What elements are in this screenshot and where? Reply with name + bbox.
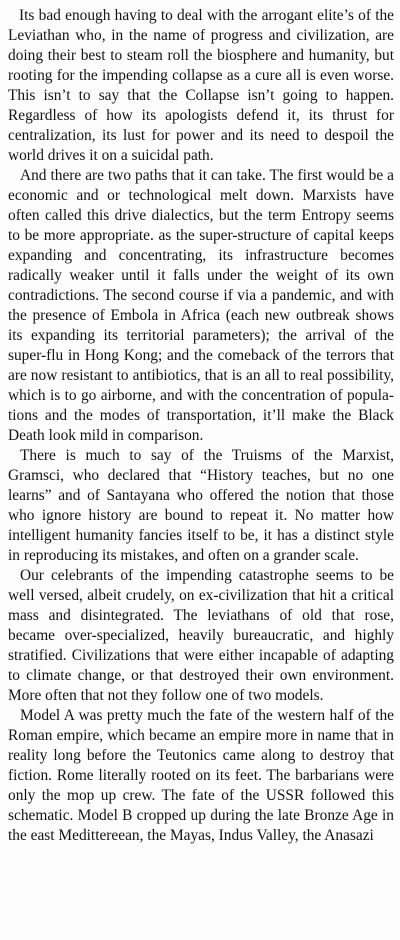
paragraph-4: Our celebrants of the impending catastrophe seems to be well versed, albeit crudely, on ex-civilization that hit a critical mass and disintegrated. The leviathans of old that rose, became over-specialized, heavily bureaucratic, and highly stratified. Civilizations that were either incapable of adapting to climate change, or that destroyed their own environment. More often that not they follow one of two models. xyxy=(8,567,394,704)
paragraph-5: Model A was pretty much the fate of the western half of the Roman empire, which became an empire more in name that in reality long before the Teutonics came along to destroy that fiction. Rome literally rooted on its feet. The barbarians were only the mop up crew. The fate of the USSR followed this schematic. Model B cropped up during the late Bronze Age in the east Medittereean, the Mayas, Indus Valley, the Anasazi xyxy=(8,707,394,844)
paragraph-3: There is much to say of the Truisms of the Marxist, Gramsci, who declared that “History teaches, but no one learns” and of Santayana who offered the notion that those who ignore history are bound to repeat it. No matter how intelligent humanity fancies itself to be, it has a distinct style in reproducing its mistakes, and often on a grander scale. xyxy=(8,447,394,564)
paragraph-1: Its bad enough having to deal with the arrogant elite’s of the Leviathan who, in the name of progress and civilization, are doing their best to steam roll the biosphere and humanity, but rooting for the impending collapse as a cure all is even worse. This isn’t to say that the Collapse isn’t going to happen. Regardless of how its apologists defend it, its thrust for centralization, its lust for power and its need to despoil the world drives it on a suicidal path. xyxy=(8,7,394,164)
paragraph-2: And there are two paths that it can take. The first would be a economic and or technological melt down. Marxists have often called this drive dialectics, but the term Entropy seems to be more appropriate. as the super-structure of capital keeps expanding and concentrating, its infrastructure becomes radically weaker until it falls under the weight of its own contradictions. The second course if via a pandemic, and with the presence of Embola in Africa (each new outbreak shows its expanding its territorial parameters); the arrival of the super-flu in Hong Kong; and the comeback of the terrors that are now resistant to antibiotics, that is an all to real possibility, which is to go airborne, and with the concentration of populations and the modes of transportation, it’ll make the Black Death look mild in comparison. xyxy=(8,167,394,444)
